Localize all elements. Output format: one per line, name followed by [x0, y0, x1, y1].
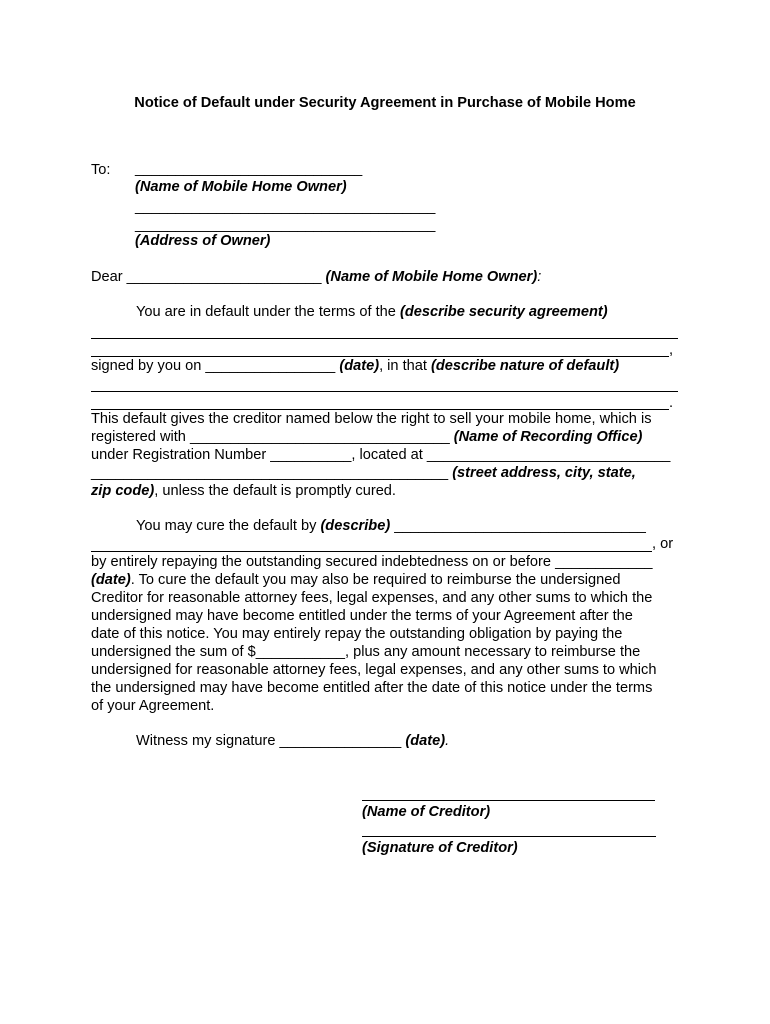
witness-date-caption: (date)	[405, 733, 446, 749]
owner-name-caption: (Name of Mobile Home Owner)	[135, 179, 347, 195]
para1-line9	[91, 482, 396, 500]
owner-address-caption: (Address of Owner)	[135, 233, 271, 249]
witness-line	[136, 732, 449, 750]
para2-line5: Creditor for reasonable attorney fees, legal expenses, and any other sums to which the	[91, 590, 653, 606]
para2-line4-text: . To cure the default you may also be required to reimburse the undersigned	[130, 572, 621, 588]
para2-line3: by entirely repaying the outstanding secured indebtedness on or before ____________	[91, 554, 653, 570]
para2-line11: of your Agreement.	[91, 698, 215, 714]
salutation-dear: Dear ________________________	[91, 269, 326, 285]
para2-line8: undersigned the sum of $___________, plus any amount necessary to reimburse the	[91, 644, 641, 660]
creditor-name-line	[362, 800, 655, 801]
owner-address-blank-1: _____________________________________	[135, 199, 436, 215]
salutation	[91, 268, 541, 286]
para1-line7: under Registration Number __________, located at ______________________________	[91, 447, 671, 463]
address-blank: ____________________________________________	[91, 465, 453, 481]
para2-line2-or: , or	[652, 536, 674, 552]
signed-date-caption: (date)	[339, 358, 380, 374]
street-address-caption: (street address, city, state,	[452, 465, 636, 481]
registered-with-text: registered with ________________________________	[91, 429, 454, 445]
security-agreement-line-1	[91, 338, 678, 339]
creditor-name-caption: (Name of Creditor)	[362, 804, 491, 820]
security-agreement-caption: (describe security agreement)	[399, 304, 608, 320]
owner-name-blank: ____________________________	[135, 161, 363, 177]
in-that-text: , in that	[379, 358, 431, 374]
to-label: To:	[91, 162, 111, 178]
nature-of-default-line-1	[91, 391, 678, 392]
unless-cured-text: , unless the default is promptly cured.	[154, 483, 396, 499]
para2-line7: date of this notice. You may entirely repay the outstanding obligation by paying the	[91, 626, 623, 642]
creditor-signature-caption: (Signature of Creditor)	[362, 840, 518, 856]
para2-line1	[136, 517, 646, 535]
salutation-caption: (Name of Mobile Home Owner)	[325, 269, 538, 285]
para1-line3	[91, 357, 619, 375]
nature-of-default-caption: (describe nature of default)	[430, 358, 620, 374]
owner-address-blank-2: _____________________________________	[135, 217, 436, 233]
cure-blank: _______________________________	[390, 518, 646, 534]
para1-line5: This default gives the creditor named below the right to sell your mobile home, which is	[91, 411, 652, 427]
para1-line6	[91, 428, 642, 446]
witness-text: Witness my signature _______________	[136, 733, 406, 749]
para2-line9: undersigned for reasonable attorney fees, legal expenses, and any other sums to which	[91, 662, 657, 678]
para1-line4-period: .	[669, 395, 674, 411]
document-title: Notice of Default under Security Agreement in Purchase of Mobile Home	[134, 95, 636, 111]
cure-default-text: You may cure the default by	[136, 518, 321, 534]
recording-office-caption: (Name of Recording Office)	[453, 429, 643, 445]
witness-period: .	[445, 733, 450, 749]
salutation-colon: :	[537, 269, 542, 285]
repay-date-caption: (date)	[91, 572, 131, 588]
zip-code-caption: zip code)	[91, 483, 155, 499]
para2-line6: undersigned may have become entitled under the terms of your Agreement after the	[91, 608, 633, 624]
para1-line1-text: You are in default under the terms of the	[136, 304, 400, 320]
cure-line	[91, 551, 652, 552]
signed-on-text: signed by you on ________________	[91, 358, 340, 374]
para1-line1	[136, 303, 608, 321]
para2-line4	[91, 571, 620, 589]
describe-cure-caption: (describe)	[320, 518, 391, 534]
creditor-signature-line	[362, 836, 656, 837]
para1-line2-comma: ,	[669, 342, 674, 358]
para2-line10: the undersigned may have become entitled after the date of this notice under the terms	[91, 680, 653, 696]
para1-line8	[91, 464, 636, 482]
